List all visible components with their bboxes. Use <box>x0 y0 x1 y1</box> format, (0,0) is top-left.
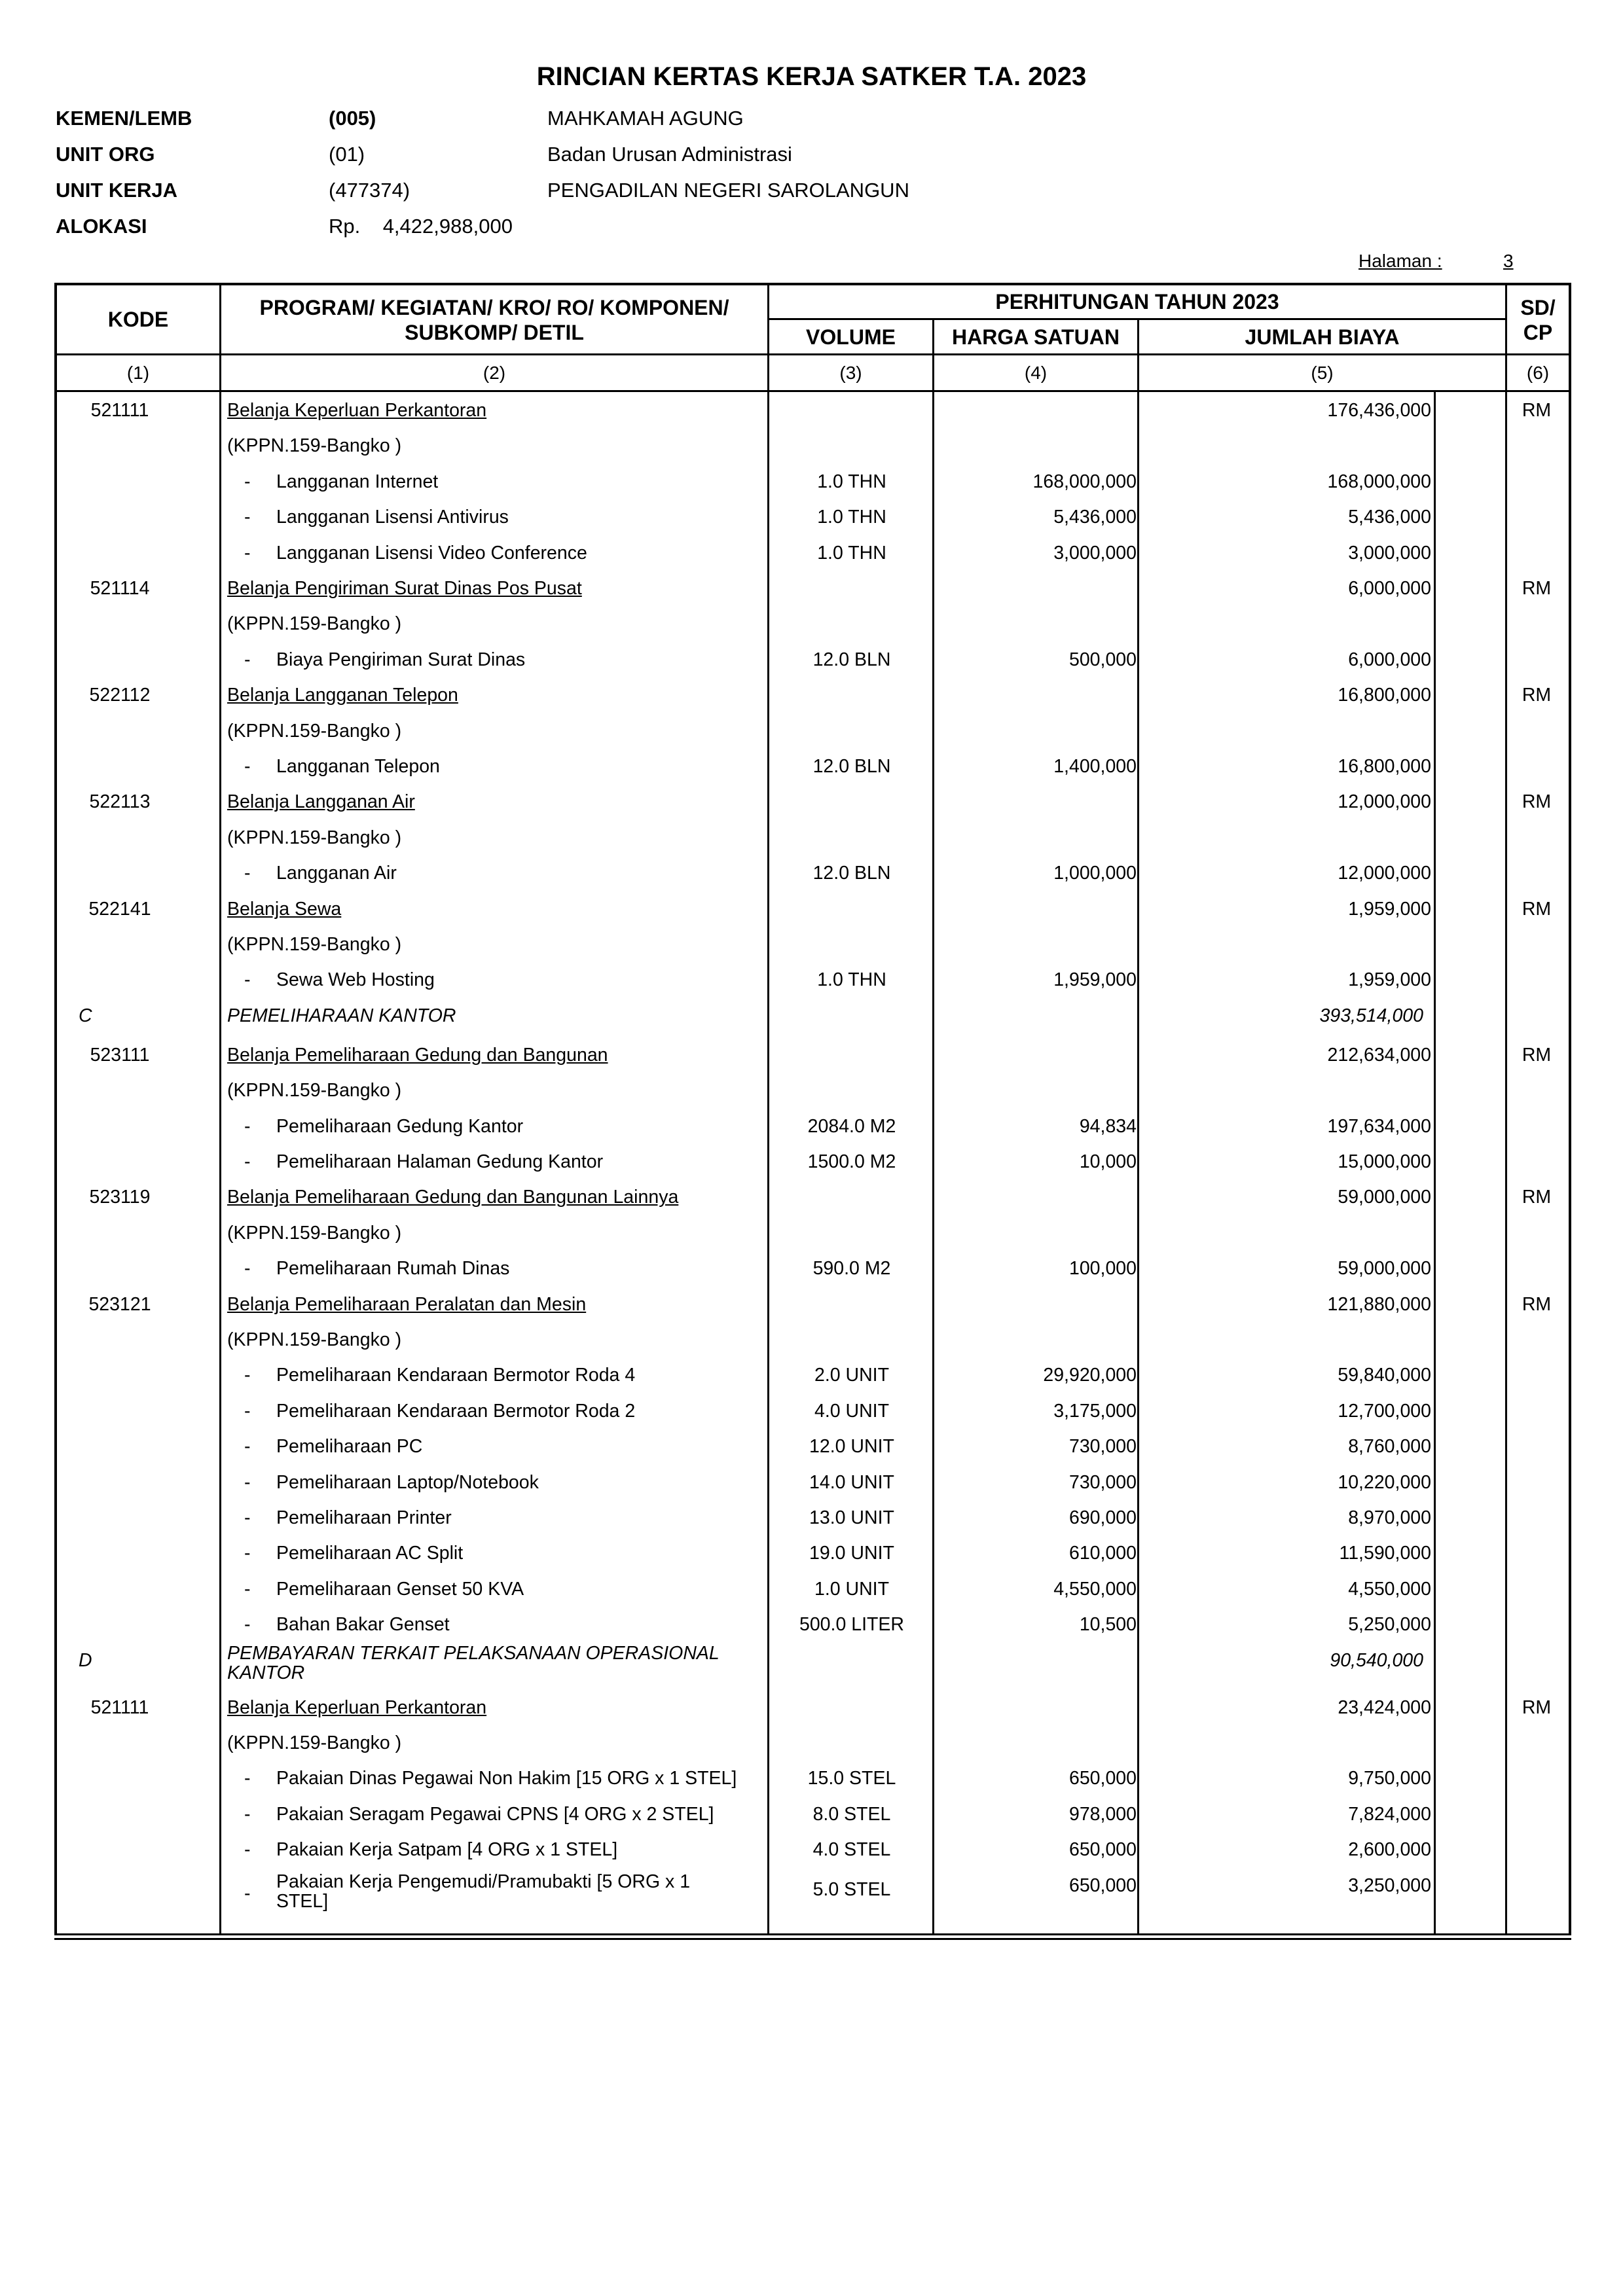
meta-code-alokasi: Rp. 4,422,988,000 <box>329 215 513 238</box>
item-description: Pakaian Kerja Satpam [4 ORG x 1 STEL] <box>276 1839 618 1861</box>
item-volume: 4.0 STEL <box>812 1839 891 1861</box>
section-code: C <box>79 1005 92 1026</box>
item-total: 10,220,000 <box>1338 1471 1431 1493</box>
item-description: Langganan Internet <box>276 471 439 492</box>
item-volume: 590.0 M2 <box>812 1258 891 1280</box>
item-volume: 8.0 STEL <box>812 1803 891 1825</box>
item-total: 7,824,000 <box>1348 1803 1431 1825</box>
item-dash: - <box>244 1258 251 1280</box>
item-description: Pemeliharaan PC <box>276 1436 423 1458</box>
item-total: 6,000,000 <box>1348 649 1431 670</box>
account-total: 1,959,000 <box>1348 898 1431 920</box>
item-dash: - <box>244 1400 251 1422</box>
item-unit-price: 1,959,000 <box>1053 969 1137 991</box>
item-unit-price: 4,550,000 <box>1053 1578 1137 1600</box>
item-dash: - <box>244 969 251 991</box>
item-total: 1,959,000 <box>1348 969 1431 991</box>
item-unit-price: 730,000 <box>1068 1471 1137 1493</box>
item-description: Pemeliharaan Gedung Kantor <box>276 1115 524 1137</box>
account-total: 6,000,000 <box>1348 578 1431 599</box>
item-volume: 12.0 UNIT <box>809 1436 894 1458</box>
item-volume: 14.0 UNIT <box>809 1471 894 1493</box>
item-dash: - <box>244 863 251 884</box>
item-total: 12,700,000 <box>1338 1400 1431 1422</box>
meta-value-kemen: MAHKAMAH AGUNG <box>547 107 744 130</box>
item-description: Pemeliharaan Genset 50 KVA <box>276 1578 524 1600</box>
item-unit-price: 94,834 <box>1079 1115 1137 1137</box>
item-description: Langganan Lisensi Antivirus <box>276 507 509 528</box>
account-name: Belanja Keperluan Perkantoran <box>227 400 487 421</box>
source-of-funds: RM <box>1522 685 1552 706</box>
section-total: 90,540,000 <box>1330 1649 1423 1671</box>
col-number-5: (5) <box>1311 363 1334 383</box>
item-volume: 2.0 UNIT <box>814 1365 890 1386</box>
account-name: Belanja Keperluan Perkantoran <box>227 1696 487 1718</box>
account-code: 522113 <box>89 791 151 813</box>
item-total: 5,250,000 <box>1348 1614 1431 1636</box>
account-code: 521111 <box>90 1696 149 1718</box>
item-dash: - <box>244 1151 251 1172</box>
item-total: 12,000,000 <box>1338 863 1431 884</box>
col-number-1: (1) <box>126 363 150 383</box>
kppn-label: (KPPN.159-Bangko ) <box>227 1222 402 1244</box>
item-unit-price: 1,400,000 <box>1053 756 1137 777</box>
account-name: Belanja Sewa <box>227 898 342 920</box>
account-name: Belanja Langganan Telepon <box>227 685 458 706</box>
kppn-label: (KPPN.159-Bangko ) <box>227 827 402 848</box>
item-total: 2,600,000 <box>1348 1839 1431 1861</box>
col-header-jumlah: JUMLAH BIAYA <box>1245 325 1400 349</box>
item-unit-price: 610,000 <box>1068 1543 1137 1564</box>
halaman-number: 3 <box>1503 251 1514 271</box>
item-dash: - <box>244 649 251 670</box>
item-total: 3,000,000 <box>1348 542 1431 564</box>
item-dash: - <box>244 1803 251 1825</box>
item-description: Pakaian Seragam Pegawai CPNS [4 ORG x 2 STEL] <box>276 1803 714 1825</box>
item-description: Pakaian Kerja Pengemudi/Pramubakti [5 ORG x 1 <box>276 1871 691 1892</box>
item-volume: 1.0 THN <box>817 471 886 492</box>
account-total: 16,800,000 <box>1338 685 1431 706</box>
item-dash: - <box>244 1471 251 1493</box>
meta-label-unit-org: UNIT ORG <box>56 143 155 166</box>
account-name: Belanja Pengiriman Surat Dinas Pos Pusat <box>227 578 582 599</box>
account-total: 212,634,000 <box>1327 1044 1431 1066</box>
item-volume: 15.0 STEL <box>807 1768 896 1789</box>
item-total: 59,840,000 <box>1338 1365 1431 1386</box>
table-bottom-double <box>54 1938 1571 1940</box>
meta-code-kemen: (005) <box>329 107 376 130</box>
account-name: Belanja Langganan Air <box>227 791 415 813</box>
account-total: 59,000,000 <box>1338 1187 1431 1208</box>
account-name: Belanja Pemeliharaan Peralatan dan Mesin <box>227 1293 587 1315</box>
item-unit-price: 690,000 <box>1068 1507 1137 1528</box>
source-of-funds: RM <box>1522 1293 1552 1315</box>
item-unit-price: 10,500 <box>1079 1614 1137 1636</box>
source-of-funds: RM <box>1522 1044 1552 1066</box>
kppn-label: (KPPN.159-Bangko ) <box>227 1732 402 1753</box>
item-volume: 4.0 UNIT <box>814 1400 890 1422</box>
section-total: 393,514,000 <box>1319 1005 1423 1026</box>
account-total: 12,000,000 <box>1338 791 1431 813</box>
source-of-funds: RM <box>1522 1696 1552 1718</box>
account-name: Belanja Pemeliharaan Gedung dan Bangunan <box>227 1044 608 1066</box>
item-dash: - <box>244 542 251 564</box>
item-description: Biaya Pengiriman Surat Dinas <box>276 649 526 670</box>
col-header-volume: VOLUME <box>806 325 896 349</box>
item-dash: - <box>244 1507 251 1528</box>
item-description: Sewa Web Hosting <box>276 969 435 991</box>
account-code: 522141 <box>88 898 151 920</box>
col-border-1 <box>219 283 221 1935</box>
item-description: Langganan Lisensi Video Conference <box>276 542 587 564</box>
kppn-label: (KPPN.159-Bangko ) <box>227 613 402 635</box>
item-total: 59,000,000 <box>1338 1258 1431 1280</box>
item-unit-price: 100,000 <box>1068 1258 1137 1280</box>
item-unit-price: 978,000 <box>1068 1803 1137 1825</box>
item-volume: 1.0 UNIT <box>814 1578 890 1600</box>
item-description: Pakaian Dinas Pegawai Non Hakim [15 ORG x 1 STEL] <box>276 1768 737 1789</box>
item-unit-price: 650,000 <box>1068 1768 1137 1789</box>
item-volume: 13.0 UNIT <box>809 1507 894 1528</box>
item-volume: 12.0 BLN <box>812 863 891 884</box>
col-border-2 <box>767 283 769 1935</box>
item-volume: 1.0 THN <box>817 542 886 564</box>
account-code: 521114 <box>90 578 150 599</box>
kppn-label: (KPPN.159-Bangko ) <box>227 934 402 955</box>
item-dash: - <box>244 1365 251 1386</box>
meta-code-unit-org: (01) <box>329 143 365 166</box>
item-dash: - <box>244 1543 251 1564</box>
section-name: PEMBAYARAN TERKAIT PELAKSANAAN OPERASIONAL <box>227 1642 720 1664</box>
item-description: Langganan Air <box>276 863 397 884</box>
item-dash: - <box>244 756 251 777</box>
col-header-harga: HARGA SATUAN <box>952 325 1120 349</box>
col-number-6: (6) <box>1526 363 1550 383</box>
meta-label-kemen: KEMEN/LEMB <box>56 107 192 130</box>
item-unit-price: 168,000,000 <box>1032 471 1137 492</box>
source-of-funds: RM <box>1522 578 1552 599</box>
item-description: Bahan Bakar Genset <box>276 1614 450 1636</box>
account-total: 176,436,000 <box>1327 400 1431 421</box>
col-header-sd-1: SD/ <box>1520 296 1556 319</box>
item-total: 16,800,000 <box>1338 756 1431 777</box>
col-number-3: (3) <box>839 363 862 383</box>
section-name-cont: KANTOR <box>227 1662 305 1683</box>
account-code: 523111 <box>90 1044 150 1066</box>
item-dash: - <box>244 1768 251 1789</box>
col-number-2: (2) <box>483 363 506 383</box>
meta-value-unit-org: Badan Urusan Administrasi <box>547 143 792 166</box>
col-border-5 <box>1434 390 1436 1935</box>
kppn-label: (KPPN.159-Bangko ) <box>227 435 402 457</box>
item-unit-price: 650,000 <box>1068 1839 1137 1861</box>
account-code: 521111 <box>90 400 149 421</box>
item-volume: 1500.0 M2 <box>807 1151 896 1172</box>
item-dash: - <box>244 1578 251 1600</box>
item-description: Pemeliharaan Printer <box>276 1507 452 1528</box>
col-header-sd-2: CP <box>1523 321 1553 344</box>
header-bottom-line <box>54 353 1571 355</box>
item-unit-price: 650,000 <box>1068 1874 1137 1896</box>
col-header-kode: KODE <box>107 308 169 331</box>
table-bottom-border <box>54 1933 1571 1935</box>
halaman-label: Halaman : <box>1359 251 1442 271</box>
item-dash: - <box>244 507 251 528</box>
item-volume: 12.0 BLN <box>812 649 891 670</box>
item-total: 4,550,000 <box>1348 1578 1431 1600</box>
item-volume: 12.0 BLN <box>812 756 891 777</box>
item-description: Pemeliharaan AC Split <box>276 1543 464 1564</box>
item-total: 8,970,000 <box>1348 1507 1431 1528</box>
table-top-border <box>54 283 1571 285</box>
account-code: 522112 <box>89 685 151 706</box>
item-total: 11,590,000 <box>1339 1543 1431 1564</box>
source-of-funds: RM <box>1522 898 1552 920</box>
account-name: Belanja Pemeliharaan Gedung dan Bangunan Lainnya <box>227 1187 679 1208</box>
item-total: 8,760,000 <box>1348 1436 1431 1458</box>
item-volume: 1.0 THN <box>817 969 886 991</box>
account-total: 23,424,000 <box>1338 1696 1431 1718</box>
col-header-program-1: PROGRAM/ KEGIATAN/ KRO/ RO/ KOMPONEN/ <box>259 296 729 319</box>
col-border-6 <box>1505 283 1507 1935</box>
page-title: RINCIAN KERTAS KERJA SATKER T.A. 2023 <box>536 62 1087 91</box>
item-unit-price: 3,175,000 <box>1053 1400 1137 1422</box>
item-unit-price: 5,436,000 <box>1053 507 1137 528</box>
kppn-label: (KPPN.159-Bangko ) <box>227 1080 402 1102</box>
source-of-funds: RM <box>1522 1187 1552 1208</box>
section-name: PEMELIHARAAN KANTOR <box>227 1005 456 1026</box>
item-description: Pemeliharaan Laptop/Notebook <box>276 1471 539 1493</box>
item-total: 3,250,000 <box>1348 1874 1431 1896</box>
kppn-label: (KPPN.159-Bangko ) <box>227 720 402 742</box>
item-description: Pemeliharaan Kendaraan Bermotor Roda 2 <box>276 1400 636 1422</box>
item-total: 168,000,000 <box>1327 471 1431 492</box>
section-code: D <box>79 1649 92 1671</box>
item-total: 9,750,000 <box>1348 1768 1431 1789</box>
item-description: Pemeliharaan Kendaraan Bermotor Roda 4 <box>276 1365 636 1386</box>
col-border-right <box>1569 283 1571 1935</box>
source-of-funds: RM <box>1522 791 1552 813</box>
item-dash: - <box>244 1115 251 1137</box>
item-unit-price: 500,000 <box>1068 649 1137 670</box>
item-total: 15,000,000 <box>1338 1151 1431 1172</box>
meta-code-unit-kerja: (477374) <box>329 179 410 202</box>
item-unit-price: 10,000 <box>1079 1151 1137 1172</box>
account-code: 523119 <box>89 1187 151 1208</box>
item-volume: 1.0 THN <box>817 507 886 528</box>
col-header-program-2: SUBKOMP/ DETIL <box>405 321 584 344</box>
item-description: Pemeliharaan Rumah Dinas <box>276 1258 510 1280</box>
item-dash: - <box>244 1882 251 1904</box>
kppn-label: (KPPN.159-Bangko ) <box>227 1329 402 1350</box>
meta-label-unit-kerja: UNIT KERJA <box>56 179 178 202</box>
item-total: 5,436,000 <box>1348 507 1431 528</box>
item-volume: 2084.0 M2 <box>807 1115 896 1137</box>
item-dash: - <box>244 1839 251 1861</box>
item-unit-price: 730,000 <box>1068 1436 1137 1458</box>
source-of-funds: RM <box>1522 400 1552 421</box>
item-dash: - <box>244 471 251 492</box>
item-unit-price: 29,920,000 <box>1043 1365 1137 1386</box>
account-total: 121,880,000 <box>1327 1293 1431 1315</box>
item-description-cont: STEL] <box>276 1890 329 1912</box>
item-unit-price: 3,000,000 <box>1053 542 1137 564</box>
item-description: Pemeliharaan Halaman Gedung Kantor <box>276 1151 604 1172</box>
col-number-4: (4) <box>1024 363 1048 383</box>
col-border-left <box>54 283 57 1935</box>
item-volume: 19.0 UNIT <box>809 1543 894 1564</box>
item-volume: 5.0 STEL <box>812 1878 891 1900</box>
item-dash: - <box>244 1614 251 1636</box>
item-volume: 500.0 LITER <box>799 1614 904 1636</box>
account-code: 523121 <box>88 1293 151 1315</box>
meta-label-alokasi: ALOKASI <box>56 215 147 238</box>
item-unit-price: 1,000,000 <box>1053 863 1137 884</box>
colnum-bottom-line <box>54 390 1571 392</box>
meta-value-unit-kerja: PENGADILAN NEGERI SAROLANGUN <box>547 179 909 202</box>
col-header-perhitungan: PERHITUNGAN TAHUN 2023 <box>995 290 1279 314</box>
item-dash: - <box>244 1436 251 1458</box>
item-total: 197,634,000 <box>1327 1115 1431 1137</box>
item-description: Langganan Telepon <box>276 756 440 777</box>
